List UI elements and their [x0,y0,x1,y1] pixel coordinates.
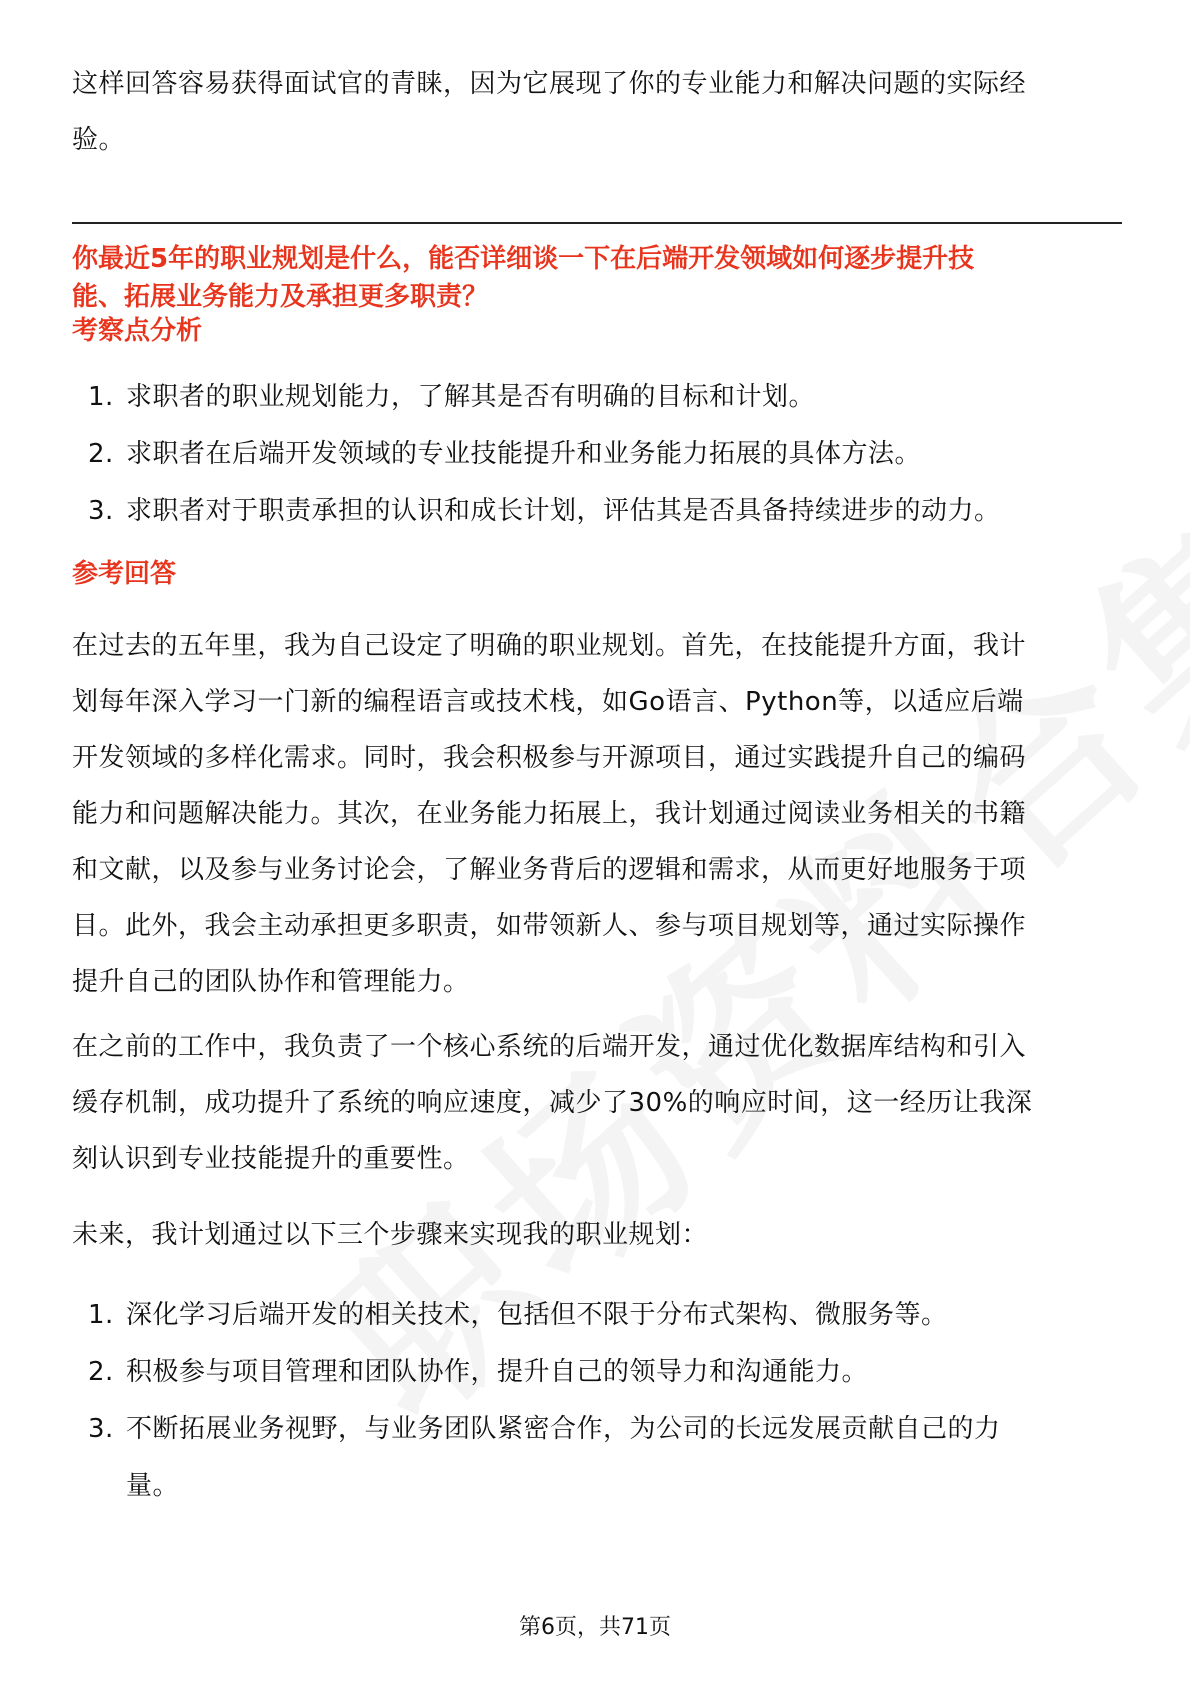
list-item: 3. 求职者对于职责承担的认识和成长计划，评估其是否具备持续进步的动力。 [88,496,1001,526]
question-line-1: 你最近5年的职业规划是什么，能否详细谈一下在后端开发领域如何逐步提升技 [72,244,975,274]
list-item: 1. 求职者的职业规划能力，了解其是否有明确的目标和计划。 [88,382,816,412]
analysis-list [72,369,1122,540]
section-divider [72,222,1122,224]
intro-line-2: 验。 [72,125,126,155]
answer-paragraph-3: 未来，我计划通过以下三个步骤来实现我的职业规划： [72,1220,709,1250]
list-item: 2. 求职者在后端开发领域的专业技能提升和业务能力拓展的具体方法。 [88,439,922,469]
answer-heading: 参考回答 [72,559,177,589]
steps-list [72,1287,1122,1515]
page-footer: 第6页，共71页 [519,1615,671,1640]
question-line-2: 能、拓展业务能力及承担更多职责？ [72,282,489,312]
question-title [72,240,1122,316]
intro-line-1: 这样回答容易获得面试官的青睐，因为它展现了你的专业能力和解决问题的实际经 [72,69,1027,99]
list-item: 2. 积极参与项目管理和团队协作，提升自己的领导力和沟通能力。 [88,1357,869,1387]
answer-paragraph-2: 在之前的工作中，我负责了一个核心系统的后端开发，通过优化数据库结构和引入 缓存机制，成功提升了系统的响应速度，减少了30%的响应时间，这一经历让我深 刻认识到专业技能提升的重要性。 [72,1032,1033,1174]
analysis-heading: 考察点分析 [72,316,203,346]
intro-paragraph [72,56,1122,168]
answer-paragraph-1: 在过去的五年里，我为自己设定了明确的职业规划。首先，在技能提升方面，我计 划每年深入学习一门新的编程语言或技术栈，如Go语言、Python等，以适应后端 开发领域的多样化需求。同时，我会积极参与开源项目，通过实践提升自己的编码 能力和问题解决能力。其次，在业务能力拓展上，我计划通过阅读业务相关的书籍 和文献，以及参与业务讨论会，了解业务背后的逻辑和需求，从而更好地服务于项 目。此外，我会主动承担更多职责，如带领新人、参与项目规划等，通过实际操作 提升自己的团队协作和管理能力。 [72,631,1027,997]
list-item: 1. 深化学习后端开发的相关技术，包括但不限于分布式架构、微服务等。 [88,1300,948,1330]
list-item: 3. 不断拓展业务视野，与业务团队紧密合作，为公司的长远发展贡献自己的力 量。 [88,1414,1001,1501]
